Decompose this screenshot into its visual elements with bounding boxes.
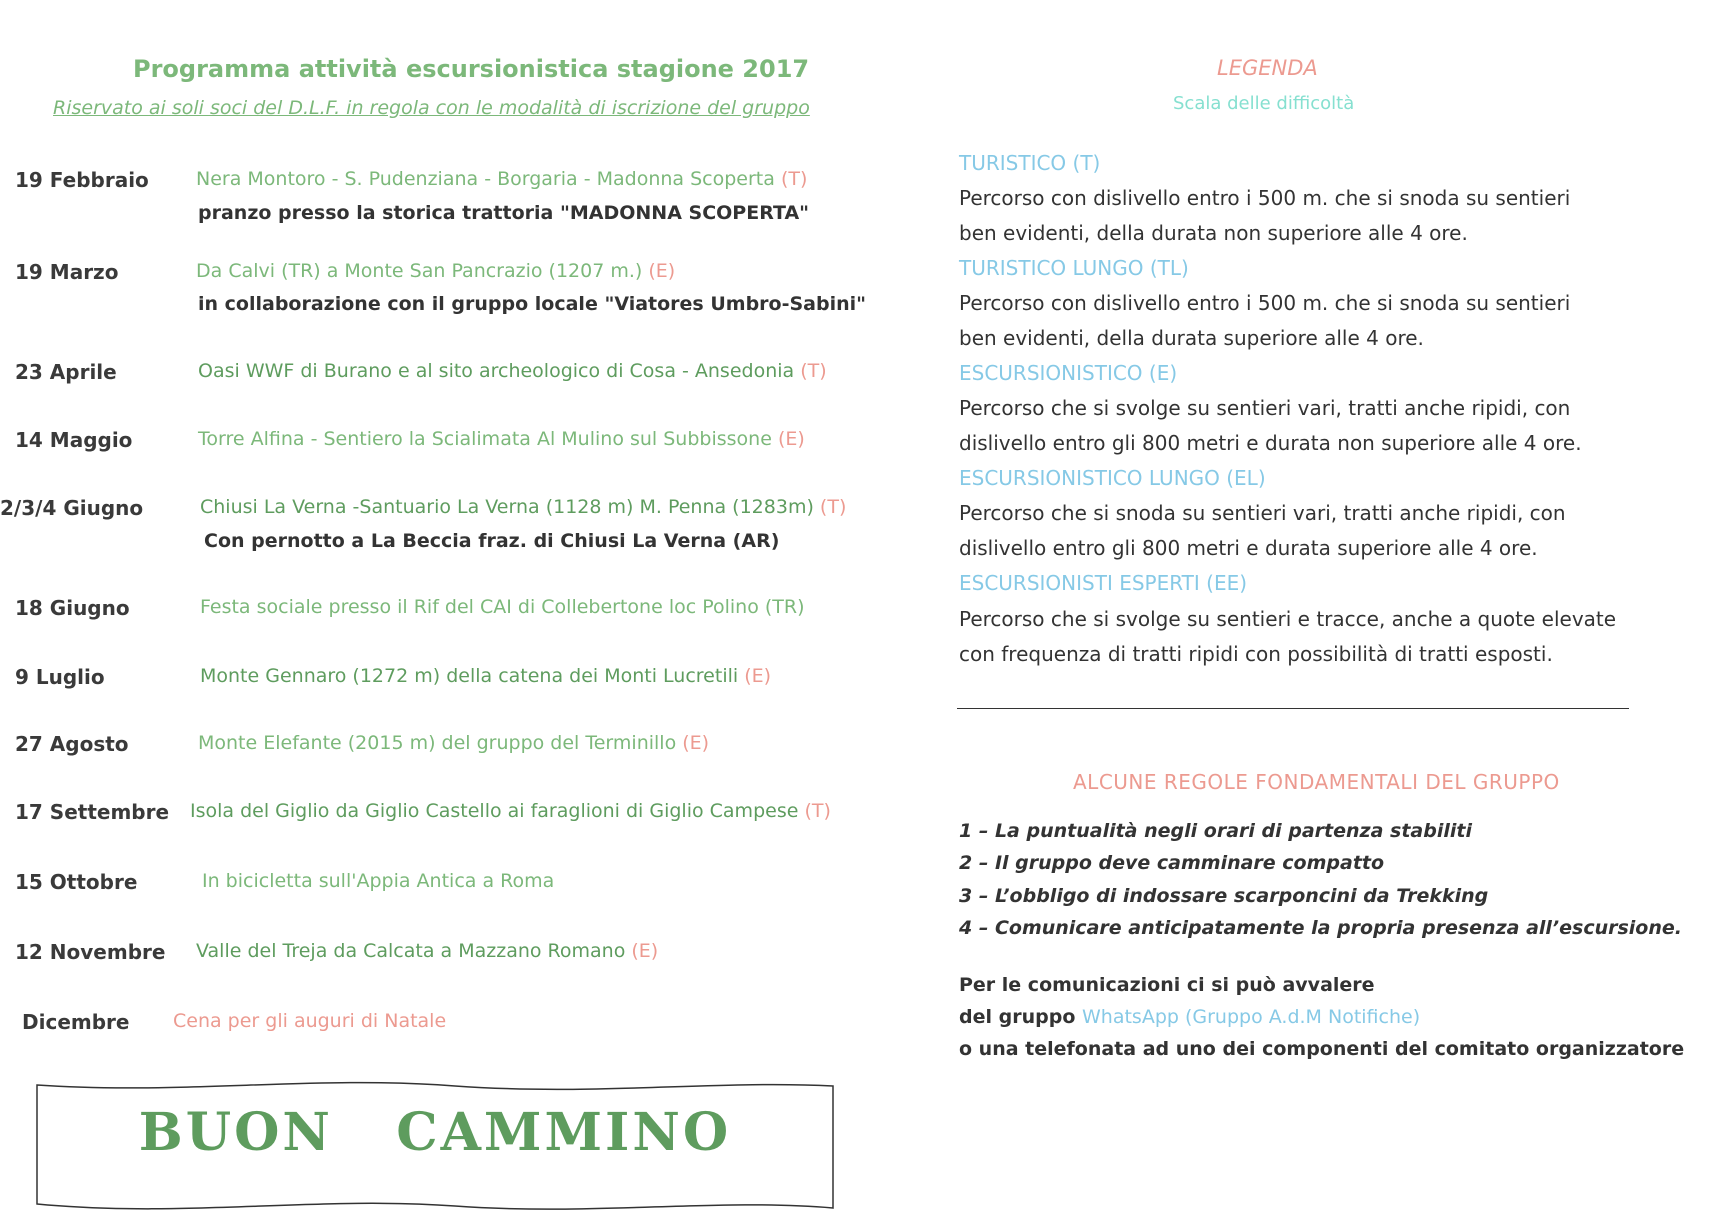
legend-subtitle: Scala delle difficoltà [1173,93,1355,114]
event-note: Con pernotto a La Beccia fraz. di Chiusi La Verna (AR) [204,530,780,552]
event-description: Chiusi La Verna -Santuario La Verna (1128 m) M. Penna (1283m) (T) [200,496,847,518]
event-description: Festa sociale presso il Rif del CAI di Collebertone loc Polino (TR) [200,596,805,618]
category-description: Percorso che si svolge su sentieri vari, tratti anche ripidi, con [959,396,1571,420]
event-note: pranzo presso la storica trattoria "MADONNA SCOPERTA" [198,202,810,224]
event-description: Torre Alfina - Sentiero la Scialimata Al Mulino sul Subbissone (E) [198,428,805,450]
banner-text: BUON CAMMINO [138,1102,732,1163]
category-description: con frequenza di tratti ripidi con possibilità di tratti esposti. [959,642,1553,666]
whatsapp-group: WhatsApp (Gruppo A.d.M Notifiche) [1082,1006,1421,1028]
event-date: 17 Settembre [15,800,170,824]
event-date: 9 Luglio [15,665,105,689]
category-description: Percorso che si snoda su sentieri vari, tratti anche ripidi, con [959,501,1566,525]
communication-text: del gruppo WhatsApp (Gruppo A.d.M Notifiche) [959,1006,1421,1028]
rules-title: ALCUNE REGOLE FONDAMENTALI DEL GRUPPO [1073,770,1560,794]
event-description: Isola del Giglio da Giglio Castello ai faraglioni di Giglio Campese (T) [190,800,831,822]
category-description: dislivello entro gli 800 metri e durata non superiore alle 4 ore. [959,431,1582,455]
event-date: 2/3/4 Giugno [0,496,144,520]
communication-text: Per le comunicazioni ci si può avvalere [959,974,1375,996]
event-date: 19 Marzo [15,260,119,284]
program-title: Programma attività escursionistica stagione 2017 [133,55,810,83]
category-description: Percorso che si svolge su sentieri e tracce, anche a quote elevate [959,607,1617,631]
event-description: Cena per gli auguri di Natale [173,1010,447,1032]
event-description: Monte Elefante (2015 m) del gruppo del Terminillo (E) [198,732,710,754]
event-date: 14 Maggio [15,428,133,452]
category-description: Percorso con dislivello entro i 500 m. che si snoda su sentieri [959,186,1571,210]
event-date: 12 Novembre [15,940,166,964]
section-divider [957,708,1629,709]
rule-item: 3 – L’obbligo di indossare scarponcini da Trekking [959,885,1489,907]
rule-item: 1 – La puntualità negli orari di partenza stabiliti [959,820,1472,842]
category-description: Percorso con dislivello entro i 500 m. che si snoda su sentieri [959,291,1571,315]
buon-cammino-banner [35,1080,835,1220]
event-description: Da Calvi (TR) a Monte San Pancrazio (1207 m.) (E) [196,260,676,282]
rule-item: 2 – Il gruppo deve camminare compatto [959,852,1385,874]
event-date: 23 Aprile [15,360,117,384]
category-name: ESCURSIONISTICO (E) [959,361,1178,385]
event-date: 19 Febbraio [15,168,149,192]
category-description: ben evidenti, della durata superiore alle 4 ore. [959,326,1424,350]
program-subtitle: Riservato ai soli soci del D.L.F. in regola con le modalità di iscrizione del gruppo [53,97,810,119]
event-description: In bicicletta sull'Appia Antica a Roma [202,870,555,892]
legend-title: LEGENDA [1217,56,1318,80]
event-date: 18 Giugno [15,596,130,620]
event-date: Dicembre [22,1010,130,1034]
event-description: Oasi WWF di Burano e al sito archeologico di Cosa - Ansedonia (T) [198,360,827,382]
rule-item: 4 – Comunicare anticipatamente la propria presenza all’escursione. [959,917,1682,939]
category-name: TURISTICO LUNGO (TL) [959,256,1189,280]
event-description: Monte Gennaro (1272 m) della catena dei Monti Lucretili (E) [200,665,772,687]
category-name: TURISTICO (T) [959,151,1101,175]
category-name: ESCURSIONISTICO LUNGO (EL) [959,466,1266,490]
category-description: ben evidenti, della durata non superiore alle 4 ore. [959,221,1468,245]
event-date: 15 Ottobre [15,870,138,894]
event-note: in collaborazione con il gruppo locale "Viatores Umbro-Sabini" [198,293,867,315]
communication-text: o una telefonata ad uno dei componenti del comitato organizzatore [959,1038,1685,1060]
category-description: dislivello entro gli 800 metri e durata superiore alle 4 ore. [959,536,1538,560]
category-name: ESCURSIONISTI ESPERTI (EE) [959,571,1248,595]
event-description: Valle del Treja da Calcata a Mazzano Romano (E) [196,940,659,962]
event-date: 27 Agosto [15,732,129,756]
event-description: Nera Montoro - S. Pudenziana - Borgaria - Madonna Scoperta (T) [196,168,808,190]
